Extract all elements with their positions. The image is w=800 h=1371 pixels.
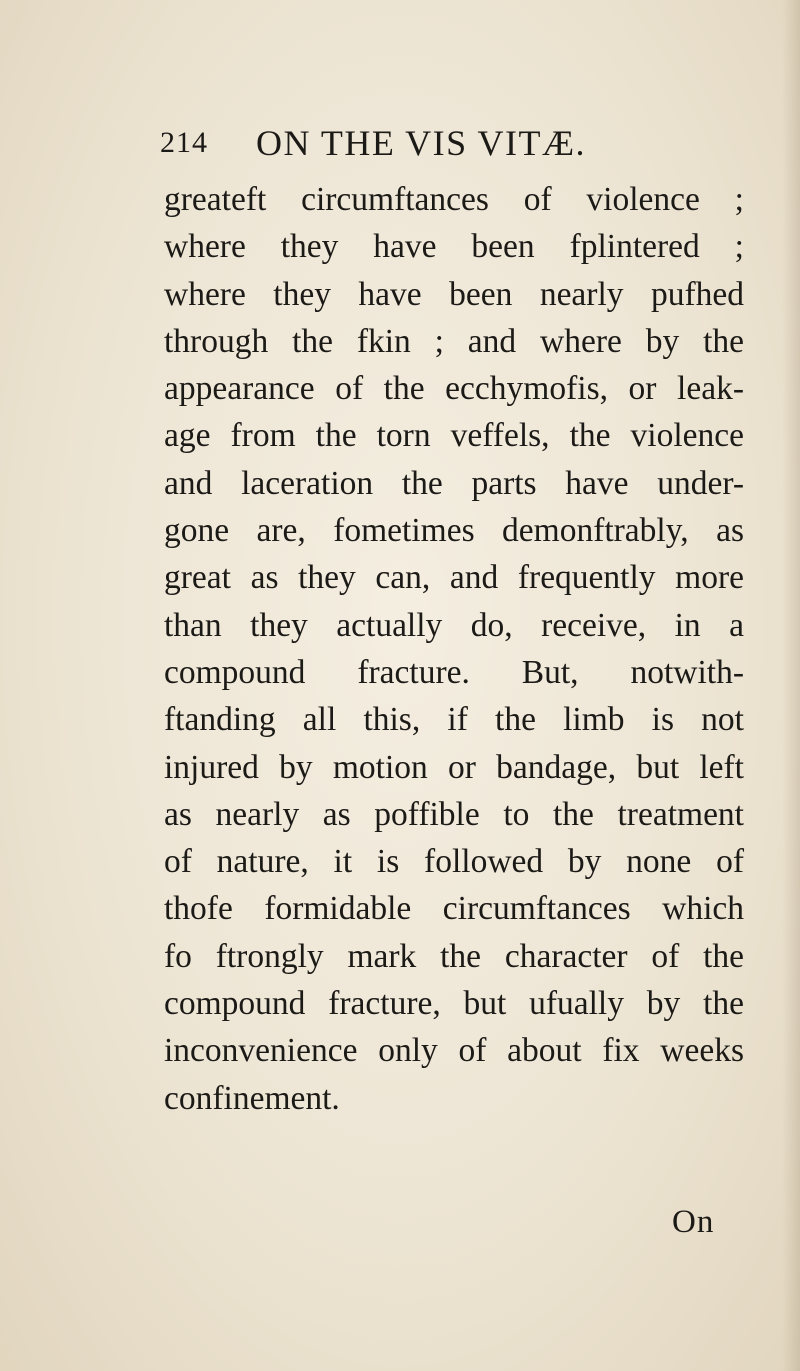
text-line: greateft circumftances of violence ; <box>164 181 744 218</box>
text-line: thofe formidable circumftances which <box>164 890 744 928</box>
text-line: confinement. <box>164 1079 340 1117</box>
text-line: and laceration the parts have under- <box>164 464 744 502</box>
text-line: through the fkin ; and where by the <box>164 322 744 360</box>
text-line: compound fracture. But, notwith- <box>164 653 744 691</box>
text-line: where they have been nearly pufhed <box>164 275 744 313</box>
text-line: gone are, fometimes demonftrably, as <box>164 512 744 550</box>
page-number: 214 <box>160 126 208 159</box>
text-line: injured by motion or bandage, but left <box>164 748 744 786</box>
text-line: as nearly as poffible to the treatment <box>164 795 744 833</box>
text-line: appearance of the ecchymofis, or leak- <box>164 370 744 408</box>
page-edge-shadow <box>782 0 800 1371</box>
text-line: great as they can, and frequently more <box>164 559 744 597</box>
text-line: of nature, it is followed by none of <box>164 843 744 881</box>
page-header <box>0 116 800 166</box>
running-head: ON THE VIS VITÆ. <box>256 123 587 163</box>
text-line: where they have been fplintered ; <box>164 228 744 266</box>
text-line: fo ftrongly mark the character of the <box>164 937 744 975</box>
text-line: compound fracture, but ufually by the <box>164 985 744 1023</box>
text-line: inconvenience only of about fix weeks <box>164 1032 744 1070</box>
body-text <box>164 176 744 1122</box>
catchword: On <box>672 1204 715 1240</box>
text-line: than they actually do, receive, in a <box>164 606 744 644</box>
text-line: age from the torn veffels, the violence <box>164 417 744 455</box>
text-line: ftanding all this, if the limb is not <box>164 701 744 739</box>
